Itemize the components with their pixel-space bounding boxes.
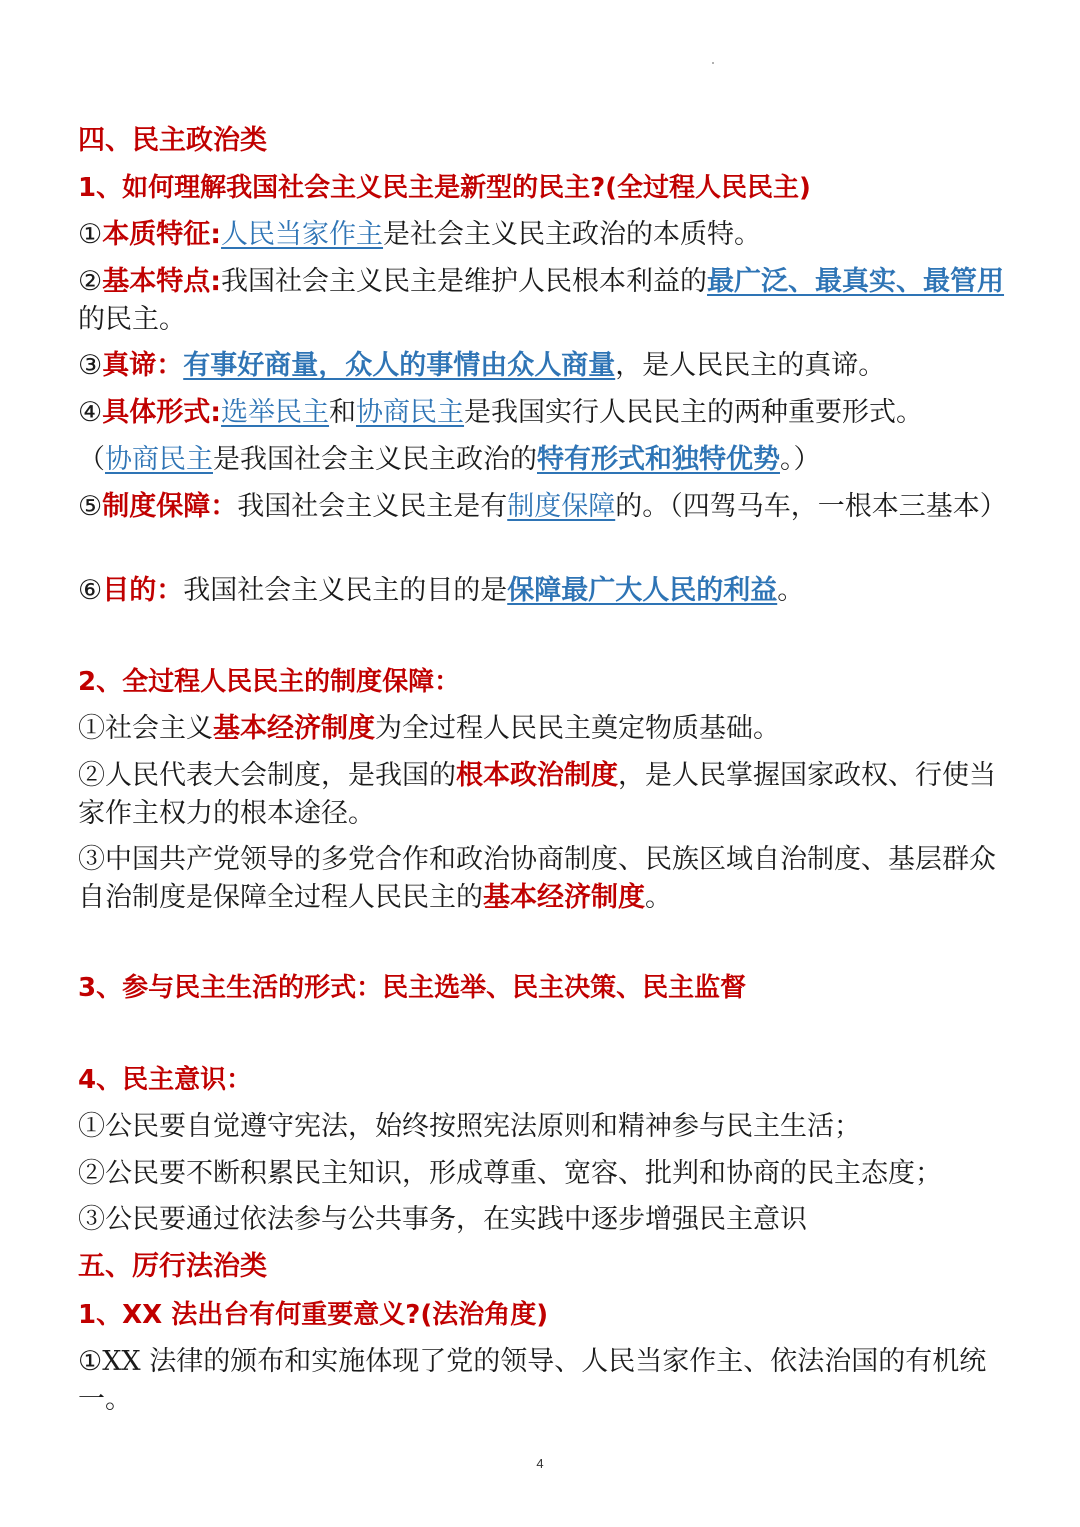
q1-item-6 — [78, 572, 1018, 610]
q4-item-3: ③公民要通过依法参与公共事务，在实践中逐步增强民主意识 — [78, 1204, 807, 1235]
paren: （ — [78, 444, 105, 475]
item-number: ① — [78, 219, 103, 250]
item-text-end: 。 — [777, 575, 805, 606]
item-text: ①社会主义 — [78, 713, 213, 744]
highlight: 制度保障 — [507, 491, 616, 522]
item-label: 真谛： — [102, 350, 184, 381]
section-5-title: 五、厉行法治类 — [78, 1251, 267, 1282]
item-text-end: 的。（四驾马车，一根本三基本） — [615, 491, 1007, 522]
item-text-end: 。 — [645, 882, 672, 913]
highlight: 保障最广大人民的利益 — [507, 575, 778, 606]
q4-item-2: ②公民要不断积累民主知识，形成尊重、宽容、批判和协商的民主态度； — [78, 1158, 942, 1189]
q2-item-2 — [78, 757, 1018, 833]
item-label: 本质特征: — [102, 219, 222, 250]
page-number: 4 — [536, 1456, 544, 1471]
q1-item-2 — [78, 263, 1018, 339]
q1-item-4-note — [78, 441, 1018, 479]
q4-heading: 4、民主意识： — [78, 1065, 253, 1095]
speck — [712, 62, 714, 64]
item-number: ⑤ — [78, 491, 103, 522]
q2-item-3 — [78, 841, 1018, 917]
highlight-red: 根本政治制度 — [456, 760, 618, 791]
q1-item-3 — [78, 347, 1018, 385]
q2-heading: 2、全过程人民民主的制度保障： — [78, 667, 461, 697]
item-text: 我国社会主义民主是有 — [237, 491, 508, 522]
q1-item-1 — [78, 216, 1018, 254]
item-text-end: ，是人民掌握国家政权、行使当家作主权力的根本途径。 — [78, 760, 996, 829]
s5-q1-item-1: ①XX 法律的颁布和实施体现了党的领导、人民当家作主、依法治国的有机统一。 — [78, 1346, 987, 1415]
s5-q1-heading: 1、XX 法出台有何重要意义?(法治角度) — [78, 1300, 549, 1330]
item-text: 我国社会主义民主的目的是 — [183, 575, 508, 606]
item-text-end: 是我国实行人民民主的两种重要形式。 — [464, 397, 924, 428]
highlight-red: 基本经济制度 — [213, 713, 375, 744]
item-text: 是社会主义民主政治的本质特。 — [383, 219, 762, 250]
item-label: 具体形式: — [102, 397, 222, 428]
item-label: 制度保障： — [102, 491, 238, 522]
item-text-end: 的民主。 — [78, 304, 186, 335]
highlight: 最广泛、最真实、最管用 — [707, 266, 1005, 297]
highlight: 协商民主 — [105, 444, 213, 475]
highlight-red: 基本经济制度 — [483, 882, 645, 913]
highlight: 人民当家作主 — [221, 219, 384, 250]
q1-item-5 — [78, 488, 1018, 526]
item-number: ⑥ — [78, 575, 103, 606]
item-text: ③中国共产党领导的多党合作和政治协商制度、民族区域自治制度、基层群众自治制度是保障全过程人民民主的 — [78, 844, 996, 913]
item-number: ② — [78, 266, 103, 297]
highlight: 有事好商量，众人的事情由众人商量 — [183, 350, 616, 381]
item-number: ④ — [78, 397, 103, 428]
highlight: 选举民主 — [221, 397, 330, 428]
item-label: 目的： — [102, 575, 184, 606]
q1-item-4 — [78, 394, 1018, 432]
highlight: 特有形式和独特优势 — [537, 444, 780, 475]
item-number: ③ — [78, 350, 103, 381]
q3-heading: 3、参与民主生活的形式：民主选举、民主决策、民主监督 — [78, 973, 747, 1003]
item-text: ②人民代表大会制度，是我国的 — [78, 760, 456, 791]
item-text: ，是人民民主的真谛。 — [615, 350, 886, 381]
item-label: 基本特点: — [102, 266, 222, 297]
item-text: 我国社会主义民主是维护人民根本利益的 — [221, 266, 708, 297]
q2-item-1 — [78, 710, 1018, 748]
paren: 。） — [780, 444, 821, 475]
q1-heading: 1、如何理解我国社会主义民主是新型的民主?(全过程人民民主) — [78, 173, 811, 203]
item-text-end: 为全过程人民民主奠定物质基础。 — [375, 713, 780, 744]
item-text: 是我国社会主义民主政治的 — [213, 444, 537, 475]
q4-item-1: ①公民要自觉遵守宪法，始终按照宪法原则和精神参与民主生活； — [78, 1111, 861, 1142]
section-4-title: 四、民主政治类 — [78, 125, 267, 156]
item-text: 和 — [329, 397, 357, 428]
highlight: 协商民主 — [356, 397, 465, 428]
